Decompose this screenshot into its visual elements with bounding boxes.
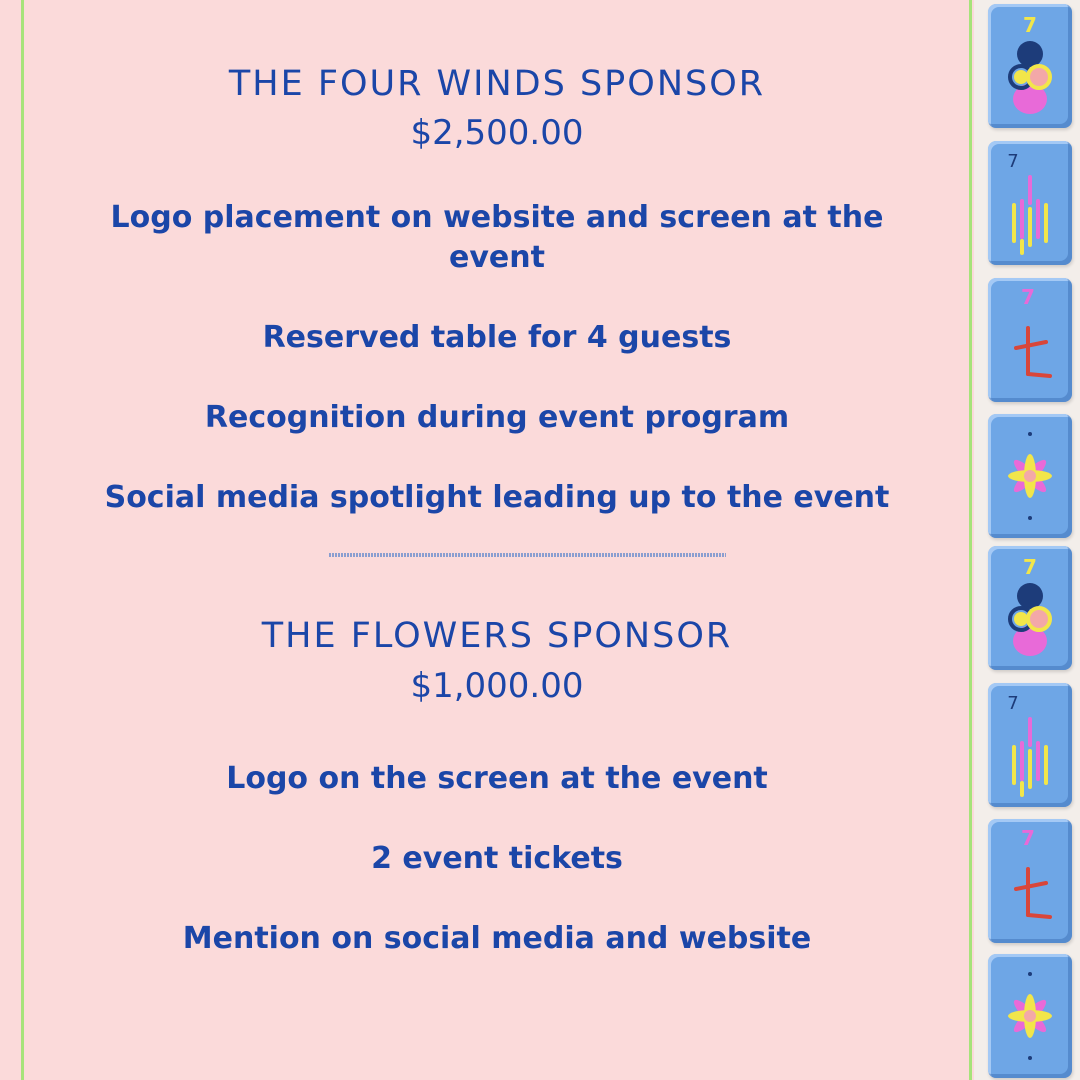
- circle-tile-icon: [988, 4, 1072, 128]
- character-tile-icon: [988, 819, 1072, 943]
- sponsor-tiers: [26, 0, 968, 1080]
- benefit-item: 2 event tickets: [371, 841, 623, 876]
- benefit-item: Recognition during event program: [204, 400, 790, 435]
- tier-title: THE FLOWERS SPONSOR: [261, 616, 733, 656]
- tile-number: 7: [1007, 151, 1019, 172]
- right-accent-line: [969, 0, 972, 1080]
- section-divider: [329, 553, 726, 557]
- mahjong-tile-column: [974, 0, 1080, 1080]
- character-tile-icon: [988, 278, 1072, 402]
- bamboo-tile-icon: [988, 683, 1072, 807]
- tile-number: 7: [1021, 285, 1035, 309]
- tile-number: 7: [1023, 555, 1037, 579]
- benefit-item: Logo placement on website and screen at the event: [110, 200, 884, 275]
- tile-number: 7: [1007, 693, 1019, 714]
- left-accent-line: [21, 0, 24, 1080]
- tile-number: 7: [1021, 826, 1035, 850]
- benefit-item: Mention on social media and website: [182, 921, 812, 956]
- tier-title: THE FOUR WINDS SPONSOR: [228, 64, 766, 104]
- tile-number: 7: [1023, 13, 1037, 37]
- benefit-item: Logo on the screen at the event: [226, 761, 768, 796]
- benefit-item: Reserved table for 4 guests: [262, 320, 732, 355]
- benefit-item: Social media spotlight leading up to the event: [104, 480, 890, 515]
- bamboo-tile-icon: [988, 141, 1072, 265]
- tier-price: $2,500.00: [410, 113, 584, 153]
- tier-price: $1,000.00: [410, 666, 584, 706]
- circle-tile-icon: [988, 546, 1072, 670]
- flower-tile-icon: [988, 414, 1072, 538]
- flower-tile-icon: [988, 954, 1072, 1078]
